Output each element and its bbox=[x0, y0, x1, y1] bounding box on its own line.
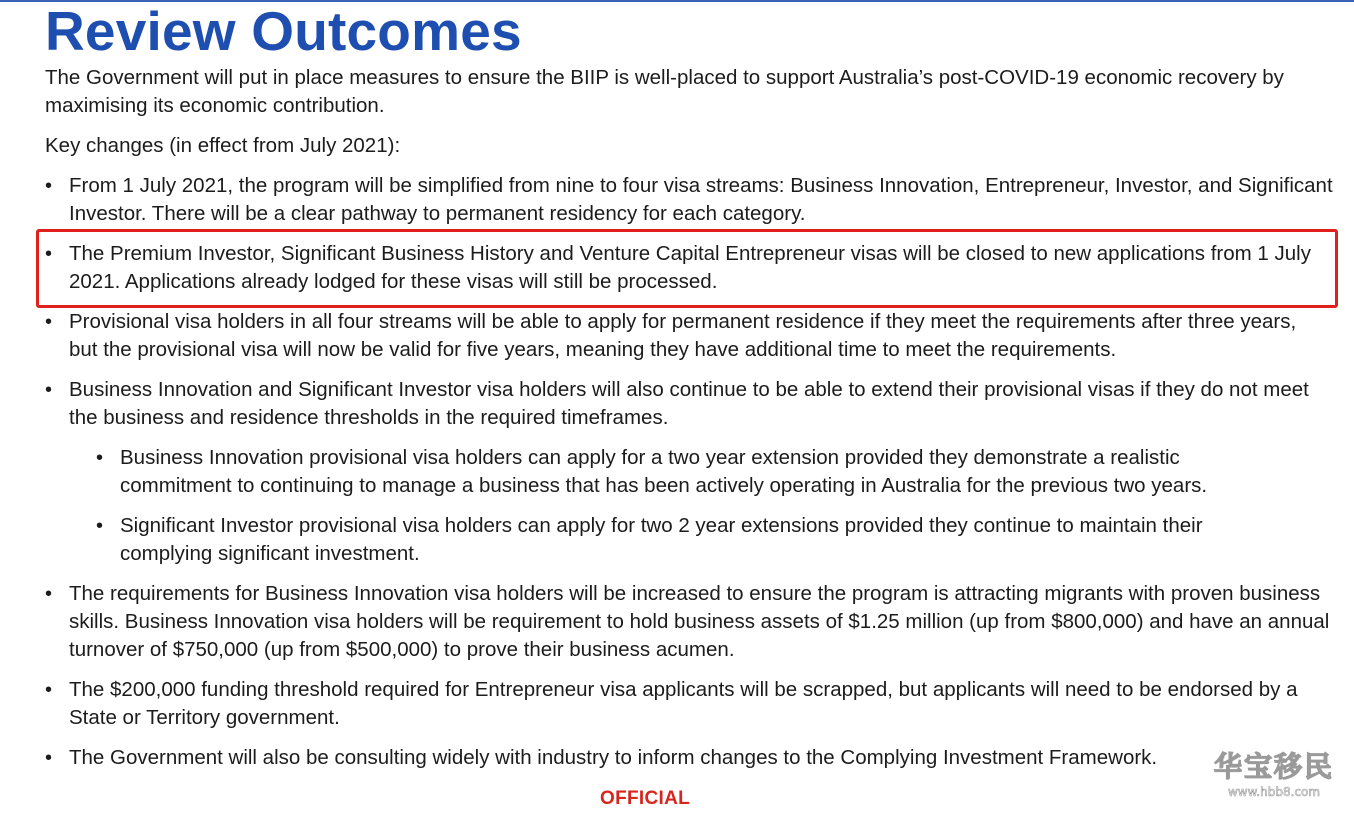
watermark-url: www.hbb8.com bbox=[1227, 785, 1321, 799]
bullet-text: The Government will also be consulting widely with industry to inform changes to the Complying Investment Framework. bbox=[69, 746, 1158, 769]
bullet-glyph: • bbox=[96, 515, 104, 537]
sub-bullet-text: Business Innovation provisional visa holders can apply for a two year extension provided they demonstrate a realistic commitment to continuing to manage a business that has been actively operating in Australia for the previous two years. bbox=[120, 446, 1208, 497]
red-highlight-box bbox=[36, 229, 1338, 308]
bullet-text: The $200,000 funding threshold required for Entrepreneur visa applicants will be scrapped, but applicants will need to be endorsed by a State or Territory government. bbox=[69, 678, 1298, 729]
key-changes-heading: Key changes (in effect from July 2021): bbox=[45, 134, 401, 157]
bullet-glyph: • bbox=[45, 747, 53, 769]
bullet-glyph: • bbox=[45, 379, 53, 401]
watermark-text: 华宝移民 bbox=[1213, 750, 1335, 783]
bullet-text: The Premium Investor, Significant Business History and Venture Capital Entrepreneur visas will be closed to new applications from 1 July 2021. Applications already lodged for these visas will still be processed. bbox=[69, 242, 1311, 293]
bullet-glyph: • bbox=[45, 679, 53, 701]
page-title: Review Outcomes bbox=[45, 0, 522, 62]
watermark-logo bbox=[1204, 742, 1344, 802]
bullet-text: Business Innovation and Significant Investor visa holders will also continue to be able to extend their provisional visas if they do not meet the business and residence thresholds in the required timeframes. bbox=[69, 378, 1309, 429]
official-label: OFFICIAL bbox=[600, 788, 690, 809]
sub-bullet-text: Significant Investor provisional visa holders can apply for two 2 year extensions provided they continue to maintain their complying significant investment. bbox=[120, 514, 1203, 565]
bullet-glyph: • bbox=[45, 175, 53, 197]
intro-paragraph: The Government will put in place measures to ensure the BIIP is well-placed to support Australia’s post-COVID-19 economic recovery by maximising its economic contribution. bbox=[45, 66, 1284, 117]
bullet-glyph: • bbox=[45, 311, 53, 333]
bullet-glyph: • bbox=[96, 447, 104, 469]
bullet-text: From 1 July 2021, the program will be simplified from nine to four visa streams: Business Innovation, Entrepreneur, Investor, and Significant Investor. There will be a clear pathway to permanent residency for each category. bbox=[69, 174, 1333, 225]
bullet-glyph: • bbox=[45, 243, 53, 265]
bullet-text: Provisional visa holders in all four streams will be able to apply for permanent residence if they meet the requirements after three years, but the provisional visa will now be valid for five years, meaning they have additional time to meet the requirements. bbox=[69, 310, 1297, 361]
bullet-text: The requirements for Business Innovation visa holders will be increased to ensure the program is attracting migrants with proven business skills. Business Innovation visa holders will be requirement to hold business assets of $1.25 million (up from $800,000) and have an annual turnover of $750,000 (up from $500,000) to prove their business acumen. bbox=[69, 582, 1330, 661]
bullet-glyph: • bbox=[45, 583, 53, 605]
